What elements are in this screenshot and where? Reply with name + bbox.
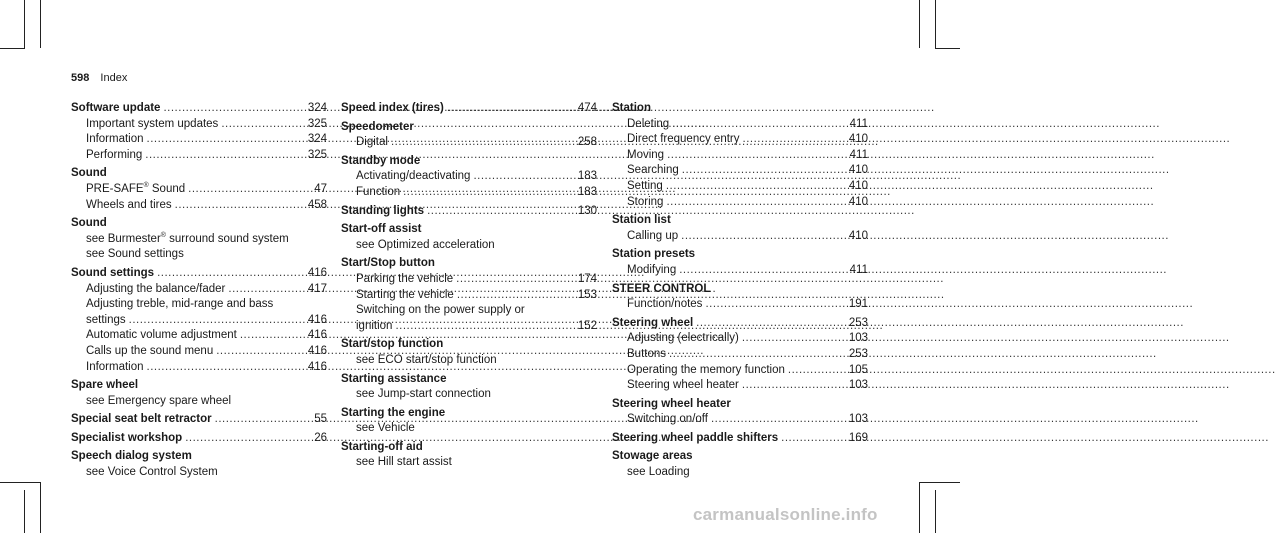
entry-label: see Voice Control System: [86, 466, 218, 479]
index-entry-heading: [71, 166, 327, 182]
entry-label: see Vehicle: [356, 422, 415, 435]
entry-label: Performing: [86, 148, 143, 161]
index-entry: [71, 449, 327, 480]
dot-leader: [457, 288, 575, 304]
index-subentry: [341, 238, 597, 254]
index-entry-heading: [341, 222, 597, 238]
entry-label: ignition: [356, 319, 393, 332]
index-subentry: [71, 182, 327, 198]
page-reference: 410: [848, 133, 868, 146]
dot-leader: [666, 179, 846, 195]
entry-label: Steering wheel heater: [627, 379, 739, 392]
entry-label: Specialist workshop: [71, 431, 183, 444]
dot-leader: [188, 182, 308, 198]
dot-leader: [666, 195, 845, 211]
entry-label: PRE-SAFE® Sound: [86, 182, 186, 195]
page-reference: 152: [577, 319, 597, 332]
index-entry: [341, 222, 597, 253]
entry-label: Information: [86, 360, 144, 373]
index-entry: [612, 282, 868, 313]
index-entry-heading: [612, 101, 868, 117]
index-entry: [612, 247, 868, 278]
dot-leader: [147, 132, 305, 148]
entry-label: see Optimized acceleration: [356, 238, 495, 251]
page-reference: 169: [848, 431, 868, 444]
crop-mark: [935, 490, 936, 533]
entry-label: Wheels and tires: [86, 198, 172, 211]
page-reference: 174: [577, 272, 597, 285]
page-reference: 253: [848, 347, 868, 360]
index-column-1: [71, 101, 327, 484]
entry-label: Software update: [71, 102, 161, 114]
dot-leader: [705, 297, 845, 313]
dot-leader: [679, 263, 846, 279]
index-subentry: [341, 185, 597, 201]
index-entry-heading: [341, 256, 597, 272]
page-reference: 153: [577, 288, 597, 301]
page-reference: 47: [314, 182, 327, 195]
page-reference: 416: [307, 329, 327, 342]
index-subentry: [612, 132, 868, 148]
entry-label: Speedometer: [341, 120, 414, 133]
page-reference: 130: [577, 204, 597, 217]
dot-leader: [743, 132, 846, 148]
index-subentry: [612, 297, 868, 313]
page-reference: 324: [307, 102, 327, 114]
index-entry-heading: [71, 412, 327, 428]
index-subentry: [341, 169, 597, 185]
dot-leader: [185, 431, 308, 447]
crop-mark: [40, 482, 41, 533]
index-subentry: [612, 117, 868, 133]
entry-label: Switching on/off: [627, 413, 708, 426]
entry-label: Starting-off aid: [341, 440, 423, 453]
entry-label: Spare wheel: [71, 379, 139, 392]
page-reference: 411: [849, 117, 868, 130]
entry-label: Switching on the power supply or: [356, 304, 525, 317]
index-entry: [341, 101, 597, 117]
entry-label: Station: [612, 102, 651, 114]
entry-label: Sound: [71, 167, 107, 180]
entry-label: see Sound settings: [86, 248, 184, 261]
entry-label: see Hill start assist: [356, 456, 452, 469]
entry-label: Speech dialog system: [71, 450, 192, 463]
page-reference: 103: [848, 332, 868, 345]
crop-mark: [0, 48, 24, 49]
index-entry-heading: [71, 449, 327, 465]
index-subentry: [71, 198, 327, 214]
index-entry-heading: [71, 266, 327, 282]
entry-label: see Burmester® surround sound system: [86, 231, 289, 245]
index-entry-heading: [71, 216, 327, 232]
index-subentry: [341, 288, 597, 304]
index-subentry: [341, 455, 597, 471]
entry-label: Start/Stop button: [341, 257, 435, 270]
index-entry: [341, 120, 597, 151]
index-entry-heading: [612, 213, 868, 229]
index-entry-heading: [612, 397, 868, 413]
index-entry: [341, 204, 597, 220]
dot-leader: [781, 431, 846, 447]
index-subentry: [71, 232, 327, 248]
crop-mark: [24, 490, 25, 533]
dot-leader: [228, 282, 304, 298]
entry-label: see ECO start/stop function: [356, 353, 497, 366]
index-entry: [612, 397, 868, 428]
index-subentry: [341, 387, 597, 403]
index-subentry: [612, 179, 868, 195]
entry-label: Storing: [627, 195, 664, 208]
index-entry-heading: [341, 406, 597, 422]
index-entry-heading: [612, 449, 868, 465]
index-entry: [71, 412, 327, 428]
page-reference: 410: [848, 164, 868, 177]
index-subentry: [71, 360, 327, 376]
page-reference: 191: [848, 298, 868, 311]
entry-label: Steering wheel paddle shifters: [612, 431, 779, 444]
index-entry-heading: [341, 101, 597, 117]
dot-leader: [221, 117, 305, 133]
index-entry: [612, 316, 868, 394]
index-subentry: [341, 135, 597, 151]
entry-label: Adjusting (electrically): [627, 332, 739, 345]
crop-mark: [919, 0, 920, 48]
index-subentry: [71, 465, 327, 481]
crop-mark: [24, 0, 25, 49]
index-subentry: [71, 297, 327, 313]
page-reference: 325: [307, 148, 327, 161]
page-reference: 411: [849, 263, 868, 276]
dot-leader: [403, 185, 575, 201]
dot-leader: [175, 198, 305, 214]
index-subentry: [341, 303, 597, 319]
entry-label: Setting: [627, 179, 663, 192]
dot-leader: [742, 378, 846, 394]
index-subentry: [71, 117, 327, 133]
page-reference: 474: [577, 102, 597, 114]
index-subentry: [612, 412, 868, 428]
dot-leader: [447, 101, 575, 117]
index-subentry: [612, 148, 868, 164]
entry-label: Stowage areas: [612, 450, 693, 463]
entry-label: Speed index (tires): [341, 102, 444, 114]
entry-label: Standing lights: [341, 204, 425, 217]
index-subentry: [71, 328, 327, 344]
dot-leader: [681, 229, 846, 245]
crop-mark: [935, 48, 960, 49]
index-subentry: [612, 263, 868, 279]
index-entry: [341, 154, 597, 201]
crop-mark: [919, 482, 920, 533]
entry-label: Station list: [612, 214, 671, 227]
section-title: Index: [100, 72, 128, 84]
dot-leader: [711, 412, 846, 428]
dot-leader: [696, 316, 846, 332]
index-subentry: [341, 272, 597, 288]
entry-label: Station presets: [612, 248, 696, 261]
index-entry-heading: [71, 378, 327, 394]
index-entry: [341, 406, 597, 437]
page-reference: 416: [307, 344, 327, 357]
entry-label: Direct frequency entry: [627, 133, 740, 146]
entry-label: Function: [356, 185, 401, 198]
entry-label: Adjusting treble, mid-range and bass: [86, 298, 274, 311]
page-reference: 416: [307, 360, 327, 373]
dot-leader: [157, 266, 305, 282]
page-reference: 183: [577, 170, 597, 183]
index-entry: [341, 372, 597, 403]
index-subentry: [612, 229, 868, 245]
page-number: 598: [71, 72, 90, 84]
index-entry: [71, 216, 327, 263]
entry-label: Activating/deactivating: [356, 170, 471, 183]
page-reference: 55: [314, 413, 327, 426]
dot-leader: [788, 363, 846, 379]
dot-leader: [216, 344, 305, 360]
crop-mark: [919, 482, 960, 483]
page-reference: 103: [848, 379, 868, 392]
dot-leader: [240, 328, 305, 344]
index-entry-heading: [341, 440, 597, 456]
index-subentry: [71, 148, 327, 164]
index-entry: [612, 449, 868, 480]
entry-label: Starting assistance: [341, 372, 447, 385]
index-entry-heading: [341, 120, 597, 136]
entry-label: see Emergency spare wheel: [86, 394, 232, 407]
index-entry-heading: [341, 337, 597, 353]
entry-label: Steering wheel heater: [612, 397, 731, 410]
entry-label: Standby mode: [341, 154, 421, 167]
dot-leader: [391, 135, 575, 151]
page-reference: 105: [848, 363, 868, 376]
entry-label: Starting the engine: [341, 406, 446, 419]
dot-leader: [669, 347, 846, 363]
page-reference: 410: [848, 179, 868, 192]
index-entry: [612, 101, 868, 210]
entry-label: Start-off assist: [341, 223, 422, 236]
watermark: carmanualsonline.info: [693, 505, 878, 524]
entry-label: Calling up: [627, 229, 679, 242]
entry-label: Sound settings: [71, 266, 155, 279]
page-reference: 458: [307, 198, 327, 211]
index-entry-heading: [612, 431, 868, 447]
entry-label: Steering wheel: [612, 316, 694, 329]
page-reference: 410: [848, 195, 868, 208]
index-subentry: [71, 394, 327, 410]
page-reference: 325: [307, 117, 327, 130]
entry-label: Important system updates: [86, 117, 219, 130]
page-header: [71, 72, 127, 84]
index-column-3: [612, 101, 868, 484]
index-subentry: [612, 378, 868, 394]
entry-label: Moving: [627, 148, 665, 161]
entry-label: settings: [86, 313, 126, 326]
index-subentry: [71, 344, 327, 360]
entry-label: Calls up the sound menu: [86, 344, 214, 357]
dot-leader: [742, 331, 846, 347]
entry-label: Buttons: [627, 347, 666, 360]
index-subentry: [612, 465, 868, 481]
index-entry-heading: [341, 204, 597, 220]
entry-label: see Jump-start connection: [356, 388, 491, 401]
index-subentry: [341, 353, 597, 369]
dot-leader: [473, 169, 574, 185]
index-entry: [341, 256, 597, 334]
page-reference: 410: [848, 229, 868, 242]
index-entry-heading: [612, 282, 868, 298]
dot-leader: [672, 117, 846, 133]
index-entry-heading: [341, 372, 597, 388]
index-column-2: [341, 101, 597, 474]
entry-label: Information: [86, 133, 144, 146]
dot-leader: [456, 272, 575, 288]
index-subentry: [71, 247, 327, 263]
page-reference: 103: [848, 413, 868, 426]
entry-label: Starting the vehicle: [356, 288, 454, 301]
dot-leader: [215, 412, 308, 428]
index-subentry: [71, 282, 327, 298]
index-subentry: [612, 331, 868, 347]
page-reference: 417: [307, 282, 327, 295]
dot-leader: [682, 163, 846, 179]
crop-mark: [0, 482, 40, 483]
page-reference: 26: [314, 431, 327, 444]
entry-label: Function/notes: [627, 298, 703, 311]
dot-leader: [129, 313, 305, 329]
index-subentry: [341, 319, 597, 335]
index-subentry: [612, 163, 868, 179]
index-entry: [71, 266, 327, 375]
entry-label: Modifying: [627, 263, 677, 276]
index-entry: [341, 440, 597, 471]
entry-label: STEER CONTROL: [612, 282, 711, 295]
entry-label: Automatic volume adjustment: [86, 329, 237, 342]
index-entry: [341, 337, 597, 368]
index-entry: [71, 431, 327, 447]
index-entry: [71, 166, 327, 213]
entry-label: Start/stop function: [341, 338, 444, 351]
page-reference: 258: [577, 136, 597, 149]
entry-label: Sound: [71, 217, 107, 230]
dot-leader: [163, 101, 304, 117]
crop-mark: [935, 0, 936, 49]
index-entry-heading: [71, 101, 327, 117]
index-subentry: [612, 195, 868, 211]
entry-label: Operating the memory function: [627, 363, 785, 376]
page-reference: 416: [307, 313, 327, 326]
page-reference: 411: [849, 148, 868, 161]
entry-label: Searching: [627, 164, 679, 177]
index-entry: [71, 101, 327, 163]
index-entry-heading: [612, 316, 868, 332]
index-entry: [71, 378, 327, 409]
index-entry-heading: [71, 431, 327, 447]
index-entry: [612, 213, 868, 244]
dot-leader: [667, 148, 847, 164]
index-subentry: [341, 421, 597, 437]
index-subentry: [71, 132, 327, 148]
entry-label: see Loading: [627, 466, 690, 479]
entry-label: Adjusting the balance/fader: [86, 282, 226, 295]
dot-leader: [145, 148, 305, 164]
entry-label: Special seat belt retractor: [71, 413, 212, 426]
page-reference: 253: [848, 316, 868, 329]
index-subentry: [612, 363, 868, 379]
page-reference: 183: [577, 185, 597, 198]
entry-label: Deleting: [627, 117, 670, 130]
entry-label: Parking the vehicle: [356, 272, 454, 285]
index-entry-heading: [341, 154, 597, 170]
index-entry-heading: [612, 247, 868, 263]
index-entry: [612, 431, 868, 447]
dot-leader: [147, 360, 305, 376]
index-subentry: [71, 313, 327, 329]
dot-leader: [427, 204, 575, 220]
dot-leader: [395, 319, 574, 335]
page-reference: 324: [307, 133, 327, 146]
index-subentry: [612, 347, 868, 363]
page-reference: 416: [307, 266, 327, 279]
crop-mark: [40, 0, 41, 48]
entry-label: Digital: [356, 136, 388, 149]
